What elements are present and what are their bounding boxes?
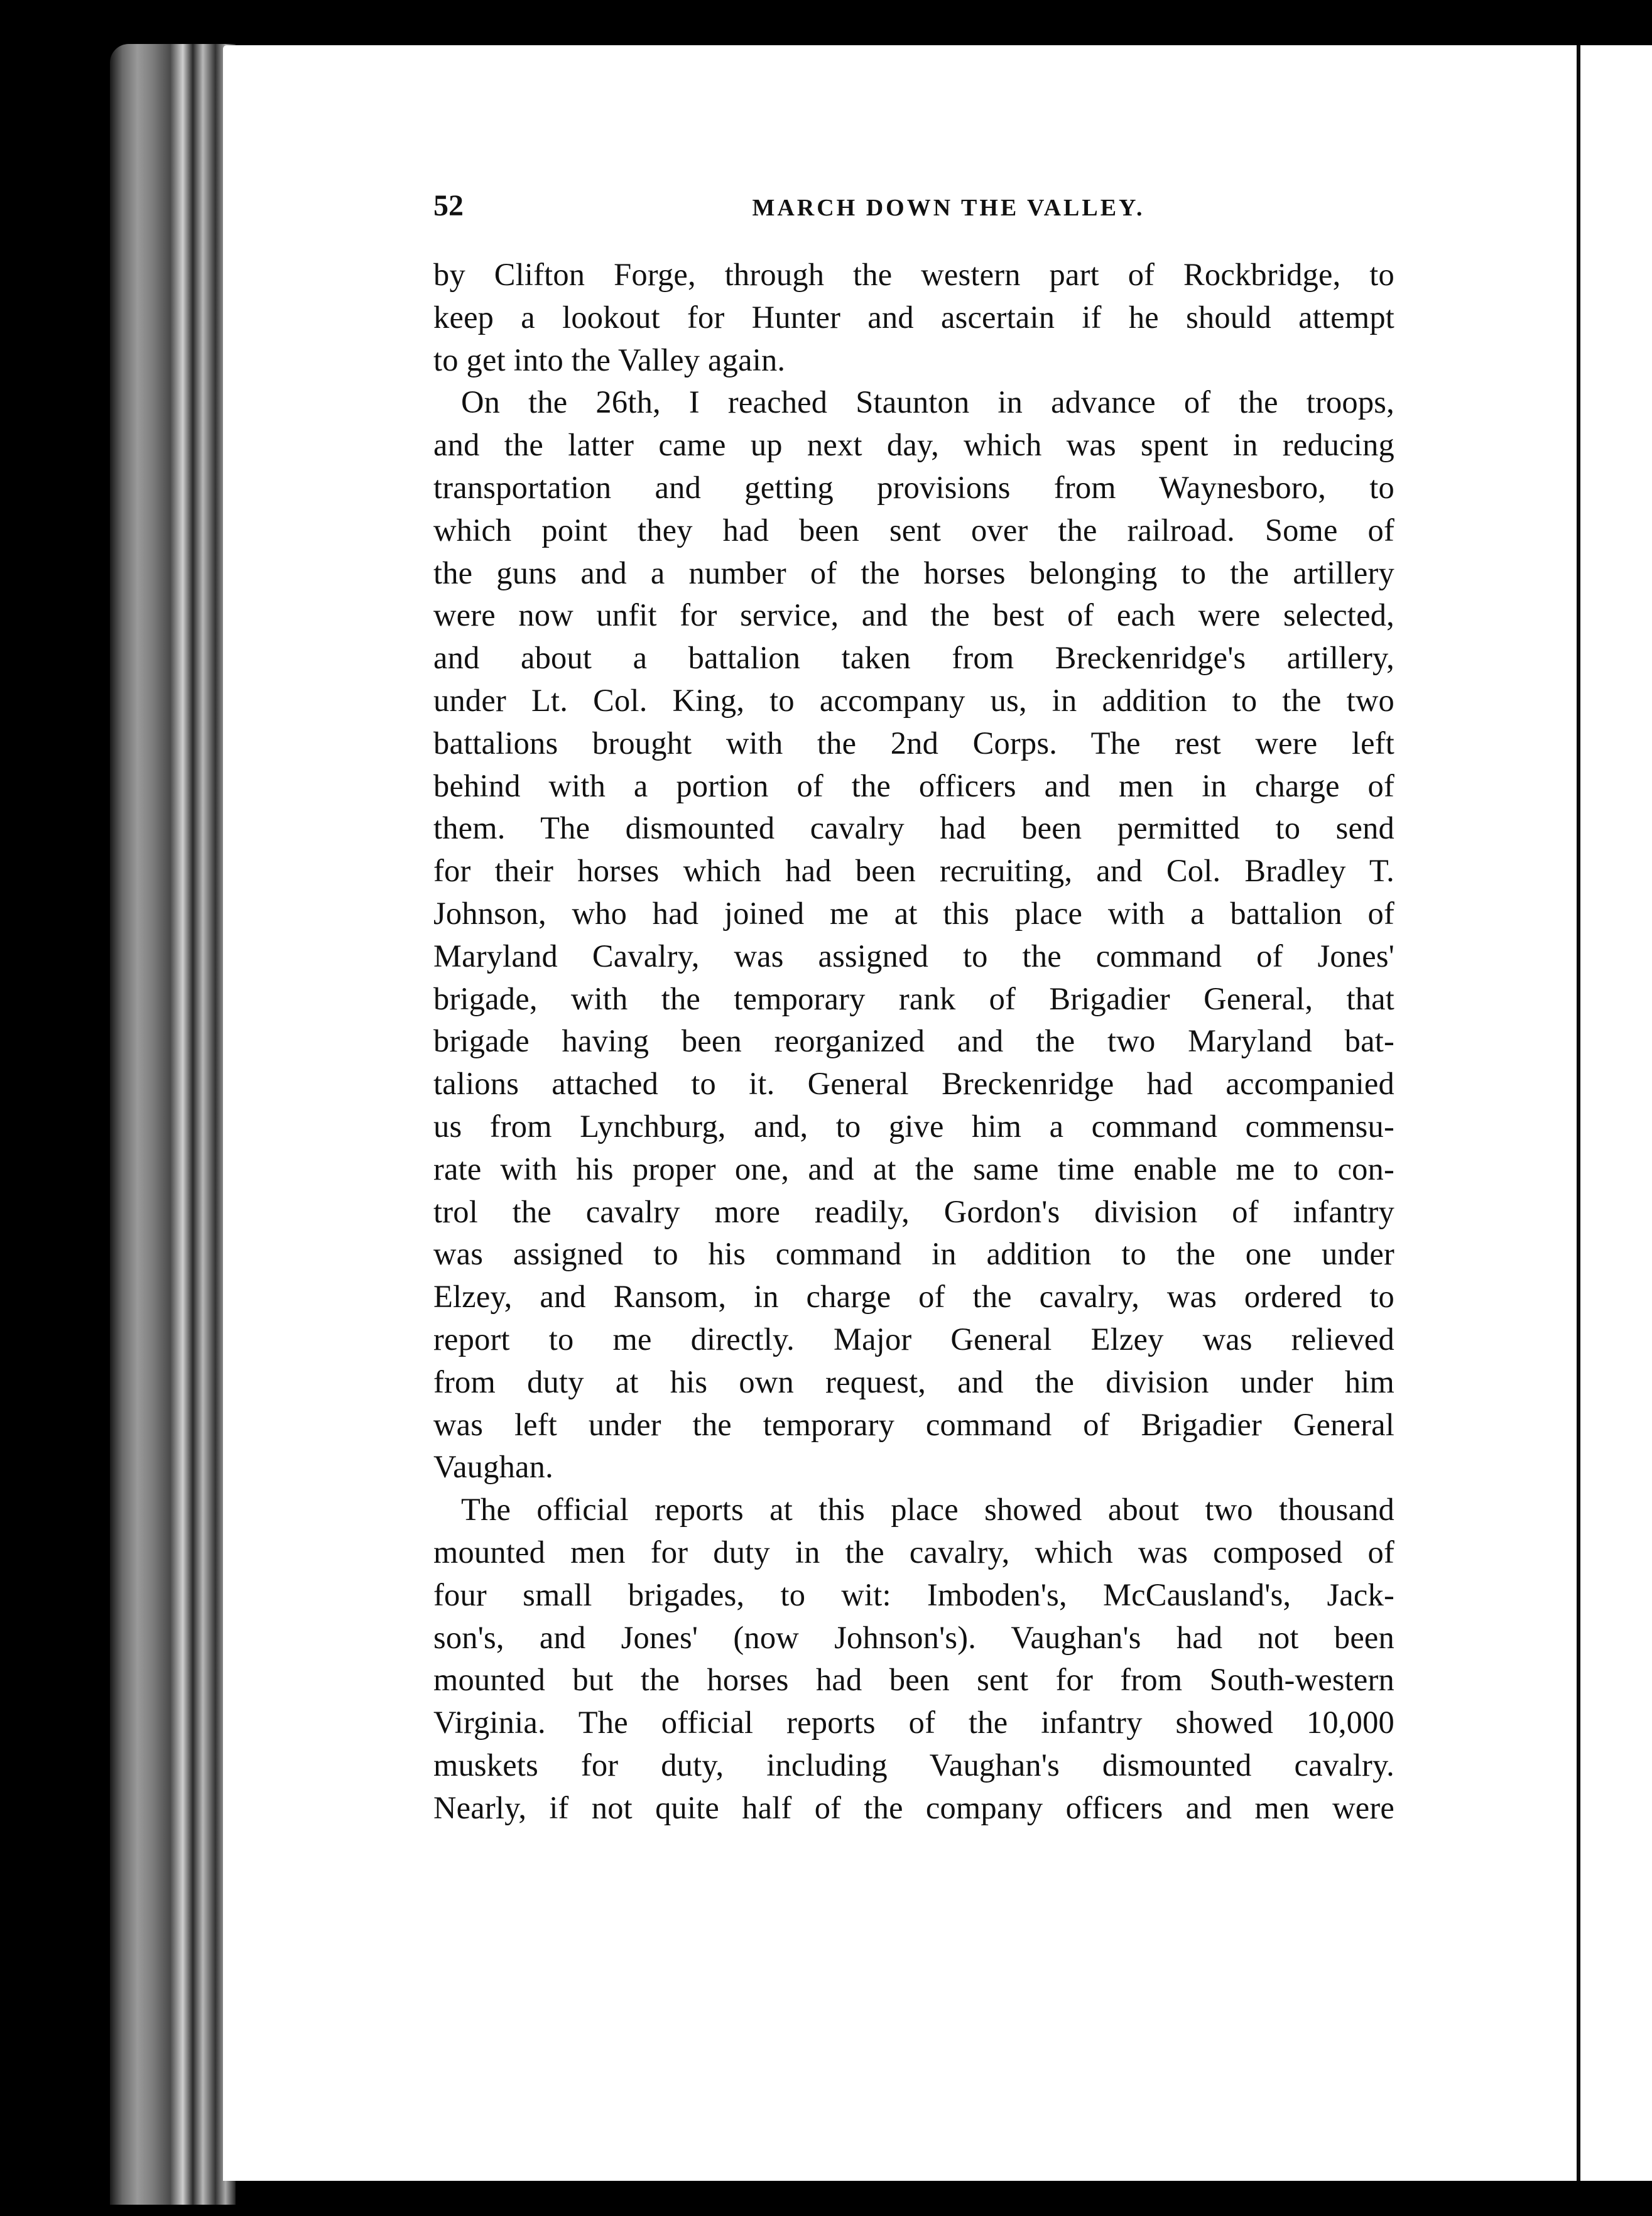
book-page-edges bbox=[110, 44, 236, 2205]
text-line: The official reports at this place showed about two thousand bbox=[461, 1492, 1394, 1528]
text-line: mounted but the horses had been sent for from South-western bbox=[433, 1662, 1394, 1698]
text-line: trol the cavalry more readily, Gordon's division of infantry bbox=[433, 1193, 1394, 1229]
text-line: brigade having been reorganized and the two Maryland bat- bbox=[433, 1023, 1394, 1059]
text-line: report to me directly. Major General Elzey was relieved bbox=[433, 1321, 1394, 1357]
text-line: were now unfit for service, and the best of each were selected, bbox=[433, 597, 1394, 633]
text-line: Johnson, who had joined me at this place with a battalion of bbox=[433, 895, 1394, 931]
text-line: and the latter came up next day, which was spent in reducing bbox=[433, 427, 1394, 463]
paragraph-2 bbox=[433, 381, 1394, 1489]
text-line: under Lt. Col. King, to accompany us, in addition to the two bbox=[433, 682, 1394, 718]
text-line: four small brigades, to wit: Imboden's, McCausland's, Jack- bbox=[433, 1577, 1394, 1612]
text-line: mounted men for duty in the cavalry, which was composed of bbox=[433, 1534, 1394, 1570]
text-line: which point they had been sent over the railroad. Some of bbox=[433, 512, 1394, 548]
text-line: Virginia. The official reports of the infantry showed 10,000 bbox=[433, 1705, 1394, 1741]
text-line: brigade, with the temporary rank of Brigadier General, that bbox=[433, 980, 1394, 1016]
text-line: them. The dismounted cavalry had been permitted to send bbox=[433, 810, 1394, 846]
text-line: and about a battalion taken from Breckenridge's artillery, bbox=[433, 640, 1394, 676]
text-line: for their horses which had been recruiting, and Col. Bradley T. bbox=[433, 853, 1394, 889]
text-line: to get into the Valley again. bbox=[433, 342, 786, 377]
text-line: son's, and Jones' (now Johnson's). Vaughan's had not been bbox=[433, 1619, 1394, 1655]
text-line: battalions brought with the 2nd Corps. The rest were left bbox=[433, 725, 1394, 761]
running-title: MARCH DOWN THE VALLEY. bbox=[752, 195, 1145, 221]
paragraph-3 bbox=[433, 1489, 1394, 1829]
paragraph-1 bbox=[433, 254, 1394, 381]
text-line: muskets for duty, including Vaughan's dismounted cavalry. bbox=[433, 1747, 1394, 1783]
text-line: On the 26th, I reached Staunton in advance of the troops, bbox=[461, 384, 1394, 420]
text-line: Nearly, if not quite half of the company officers and men were bbox=[433, 1790, 1394, 1825]
text-line: was left under the temporary command of Brigadier General bbox=[433, 1406, 1394, 1442]
page-number: 52 bbox=[433, 189, 464, 222]
text-line: keep a lookout for Hunter and ascertain if he should attempt bbox=[433, 299, 1394, 335]
text-line: was assigned to his command in addition to the one under bbox=[433, 1236, 1394, 1272]
text-line: transportation and getting provisions from Waynesboro, to bbox=[433, 469, 1394, 505]
text-line: behind with a portion of the officers and men in charge of bbox=[433, 768, 1394, 803]
text-line: Vaughan. bbox=[433, 1449, 553, 1485]
text-line: rate with his proper one, and at the same time enable me to con- bbox=[433, 1151, 1394, 1187]
text-line: by Clifton Forge, through the western part of Rockbridge, to bbox=[433, 257, 1394, 292]
text-line: from duty at his own request, and the division under him bbox=[433, 1364, 1394, 1399]
text-line: us from Lynchburg, and, to give him a command commensu- bbox=[433, 1108, 1394, 1144]
next-page-edge bbox=[1577, 45, 1652, 2181]
text-line: the guns and a number of the horses belonging to the artillery bbox=[433, 555, 1394, 590]
body-text bbox=[433, 254, 1394, 1829]
running-head bbox=[433, 188, 1401, 226]
text-line: talions attached to it. General Breckenridge had accompanied bbox=[433, 1066, 1394, 1102]
text-line: Elzey, and Ransom, in charge of the cavalry, was ordered to bbox=[433, 1279, 1394, 1315]
text-line: Maryland Cavalry, was assigned to the command of Jones' bbox=[433, 938, 1394, 974]
